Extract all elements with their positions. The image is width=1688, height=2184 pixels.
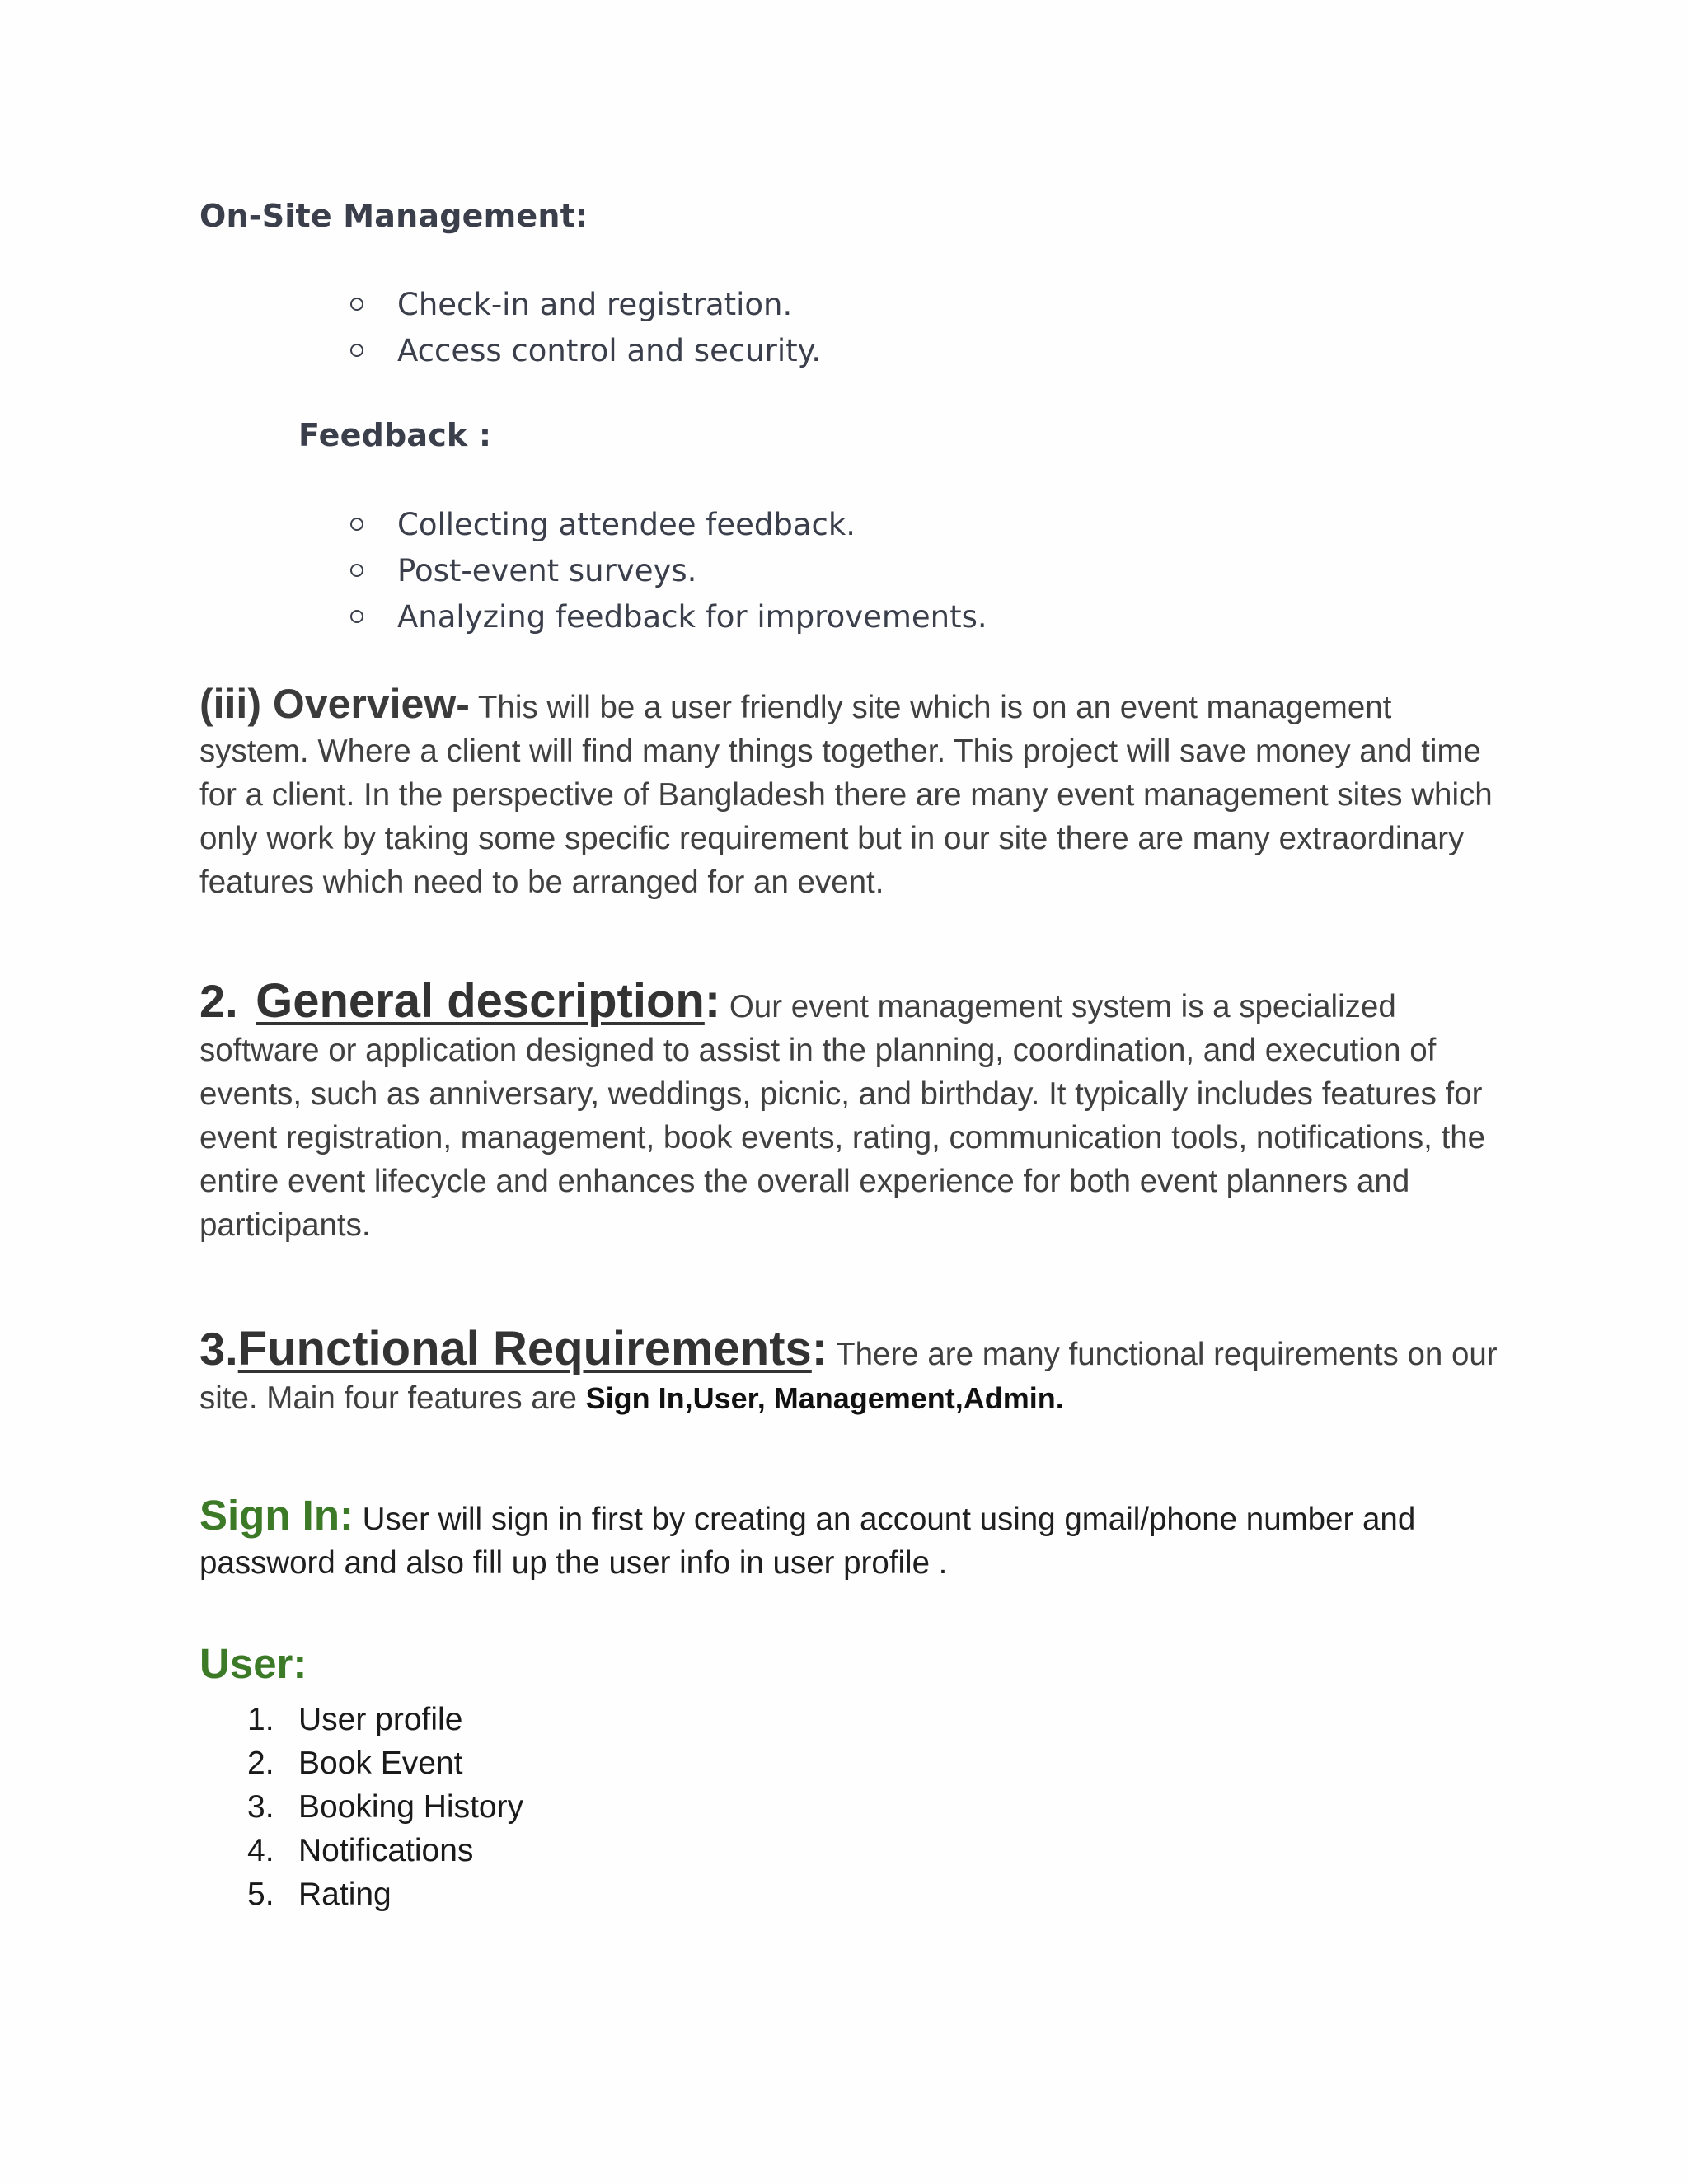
list-item: [346, 282, 821, 328]
list-item-text: Check-in and registration.: [397, 287, 793, 322]
general-description-paragraph: [199, 974, 1502, 1247]
overview-label: (iii) Overview-: [199, 681, 470, 727]
circle-bullet-icon: [350, 518, 363, 531]
list-item-text: Booking History: [298, 1789, 524, 1825]
circle-bullet-icon: [350, 610, 363, 623]
user-feature-list: [247, 1698, 523, 1916]
general-description-text: Our event management system is a specialized software or application designed to assist in the planning, coordination, and execution of events, such as anniversary, weddings, picnic, and birthday. It typically includes features for event registration, management, book events, rating, communication tools, notifications, the entire event lifecycle and enhances the overall experience for both event planners and participants.: [199, 989, 1486, 1243]
overview-paragraph: [199, 682, 1502, 904]
features-list-text: Sign In,User, Management,Admin.: [585, 1381, 1064, 1415]
onsite-list: [346, 282, 821, 374]
circle-bullet-icon: [350, 298, 363, 311]
list-number: 4.: [247, 1833, 274, 1868]
functional-requirements-paragraph: [199, 1322, 1502, 1420]
circle-bullet-icon: [350, 564, 363, 577]
user-heading-block: [199, 1642, 1502, 1690]
overview-text: This will be a user friendly site which is on an event management system. Where a client will find many things together. This project will save money and time for a client. In the perspective of Bangladesh there are many event management sites which only work by taking some specific requirement but in our site there are many extraordinary features which need to be arranged for an event.: [199, 690, 1493, 900]
list-item: [346, 594, 987, 640]
section-number: 2.: [199, 975, 238, 1027]
signin-paragraph: [199, 1493, 1502, 1585]
list-item: [346, 548, 987, 594]
list-number: 1.: [247, 1702, 274, 1737]
list-item-text: Notifications: [298, 1833, 474, 1868]
list-item-text: Access control and security.: [397, 333, 822, 368]
feedback-heading: Feedback :: [298, 417, 492, 453]
list-number: 2.: [247, 1746, 274, 1781]
user-label: User:: [199, 1640, 307, 1687]
list-item-text: Book Event: [298, 1746, 463, 1781]
list-item-text: Post-event surveys.: [397, 553, 697, 588]
section-number: 3.: [199, 1323, 238, 1375]
list-item: [247, 1785, 523, 1829]
section-title: Functional Requirements: [237, 1322, 812, 1376]
signin-text: User will sign in first by creating an account using gmail/phone number and password and also fill up the user info in user profile .: [199, 1502, 1416, 1581]
section-title: General description: [256, 974, 705, 1028]
section-colon: :: [811, 1322, 828, 1376]
section-colon: :: [704, 974, 721, 1028]
signin-label: Sign In:: [199, 1492, 354, 1539]
functional-requirements-text: There are many functional requirements on our site. Main four features are: [199, 1337, 1498, 1416]
list-number: 3.: [247, 1789, 274, 1825]
list-item: [247, 1872, 523, 1916]
list-item: [247, 1829, 523, 1872]
list-item-text: User profile: [298, 1702, 463, 1737]
circle-bullet-icon: [350, 344, 363, 357]
list-item: [247, 1698, 523, 1741]
onsite-heading: On-Site Management:: [199, 198, 588, 234]
list-item-text: Analyzing feedback for improvements.: [397, 599, 987, 635]
list-item: [346, 328, 821, 374]
list-item: [247, 1741, 523, 1785]
list-item-text: Rating: [298, 1877, 392, 1912]
list-item: [346, 502, 987, 548]
list-item-text: Collecting attendee feedback.: [397, 507, 856, 542]
feedback-list: [346, 502, 987, 640]
list-number: 5.: [247, 1877, 274, 1912]
